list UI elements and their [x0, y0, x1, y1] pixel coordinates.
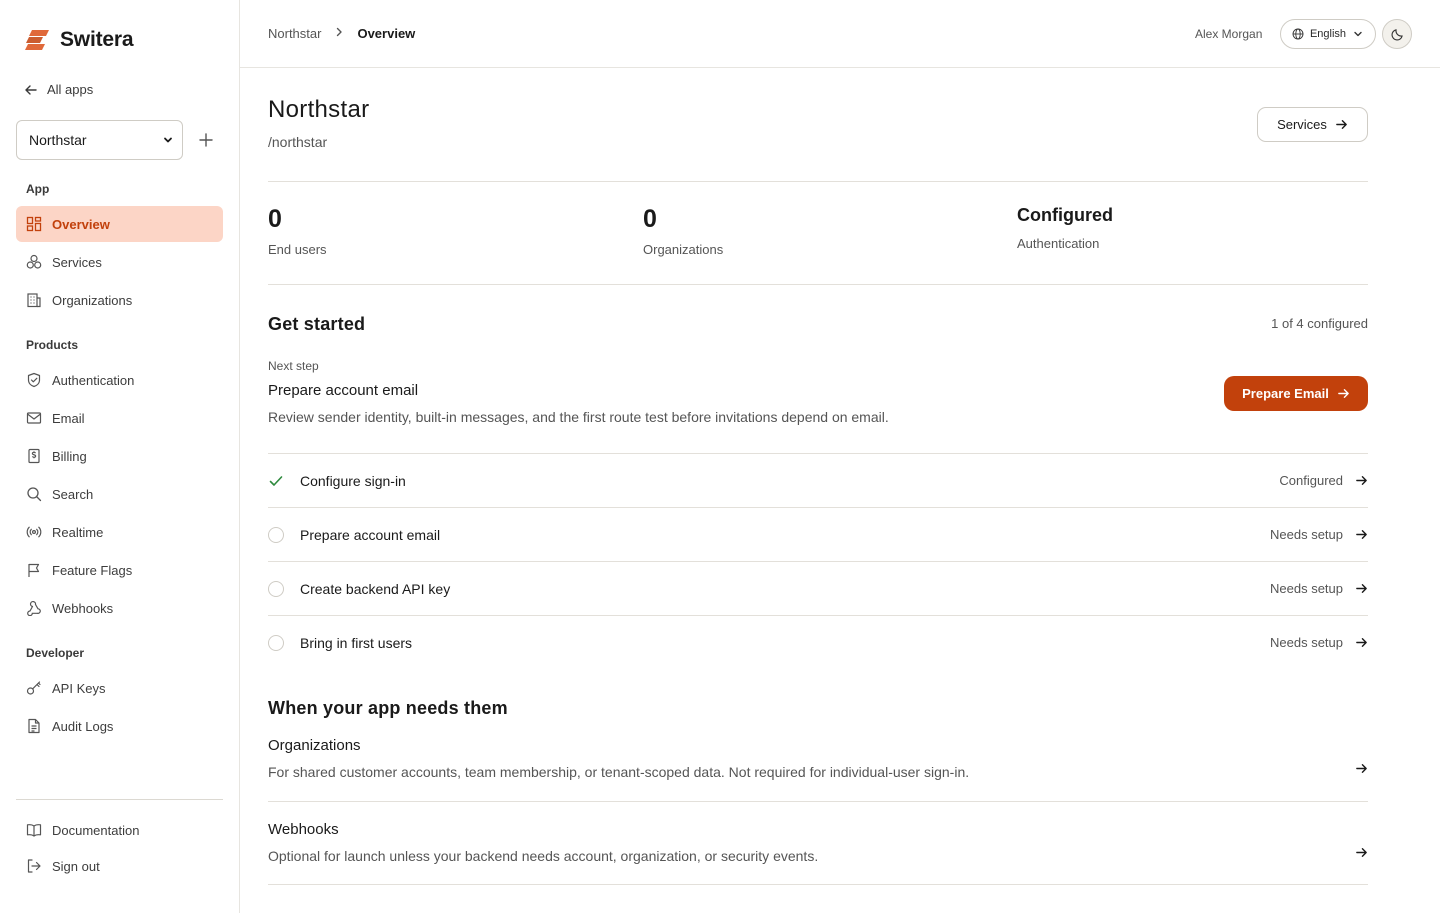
get-started-heading: Get started — [268, 314, 366, 334]
sidebar-item-services[interactable] — [16, 244, 223, 280]
divider — [268, 884, 1368, 885]
setup-step-create-backend-api-key[interactable] — [268, 561, 1368, 615]
user-name[interactable]: Alex Morgan — [1195, 27, 1263, 41]
arrow-right-icon — [1355, 474, 1368, 487]
arrow-right-icon — [1355, 636, 1368, 649]
app-select-value: Northstar — [29, 132, 87, 148]
moon-icon — [1391, 28, 1404, 41]
language-label: English — [1309, 28, 1347, 40]
flag-icon — [26, 562, 42, 578]
breadcrumb — [268, 26, 415, 41]
app-slug: /northstar — [268, 134, 328, 150]
sidebar-item-label: Organizations — [52, 292, 133, 308]
stat-label: End users — [268, 242, 327, 257]
step-status: Needs setup — [1270, 635, 1343, 650]
checkmark-icon — [268, 473, 284, 489]
documentation-link[interactable] — [16, 812, 223, 848]
stat-value: Configured — [1017, 205, 1113, 225]
arrow-right-icon — [1335, 118, 1348, 131]
stat-value: 0 — [643, 205, 657, 233]
sidebar — [0, 0, 240, 913]
sidebar-item-label: Overview — [52, 216, 110, 232]
optional-features-heading: When your app needs them — [268, 698, 508, 718]
optional-item-webhooks[interactable] — [268, 821, 1368, 885]
overview-grid-icon — [26, 216, 42, 232]
sidebar-item-label: Webhooks — [52, 600, 114, 616]
section-label-products: Products — [26, 338, 79, 352]
setup-step-configure-sign-in[interactable] — [268, 453, 1368, 507]
app-select[interactable] — [16, 120, 183, 160]
sidebar-item-label: Billing — [52, 448, 87, 464]
arrow-right-icon — [1355, 762, 1368, 775]
add-app-button[interactable] — [196, 130, 216, 150]
sidebar-item-api-keys[interactable] — [16, 670, 223, 706]
next-step-label: Next step — [268, 359, 319, 373]
prepare-email-label: Prepare Email — [1242, 386, 1329, 401]
chevron-down-icon — [162, 134, 174, 146]
sidebar-item-search[interactable] — [16, 476, 223, 512]
theme-toggle-button[interactable] — [1382, 19, 1412, 49]
sign-out-icon — [26, 858, 42, 874]
sidebar-item-feature-flags[interactable] — [16, 552, 223, 588]
step-status: Configured — [1279, 473, 1343, 488]
step-label: Prepare account email — [300, 526, 441, 543]
language-select[interactable] — [1280, 19, 1376, 49]
chevron-down-icon — [1352, 28, 1364, 40]
step-label: Create backend API key — [300, 580, 451, 597]
stat-end-users — [268, 205, 327, 257]
setup-step-prepare-account-email[interactable] — [268, 507, 1368, 561]
brand-name: Switera — [60, 28, 134, 51]
next-step-title: Prepare account email — [268, 382, 419, 399]
stat-organizations — [643, 205, 723, 257]
stat-authentication — [1017, 205, 1113, 251]
empty-circle-icon — [268, 635, 284, 651]
globe-icon — [1292, 28, 1304, 40]
sidebar-item-label: Email — [52, 410, 85, 426]
step-label: Configure sign-in — [300, 472, 406, 489]
breadcrumb-root[interactable]: Northstar — [268, 26, 322, 41]
chevron-right-icon — [333, 26, 345, 41]
setup-progress: 1 of 4 configured — [1271, 316, 1368, 331]
optional-item-title: Organizations — [268, 737, 361, 754]
arrow-right-icon — [1355, 528, 1368, 541]
sidebar-item-overview[interactable] — [16, 206, 223, 242]
next-step-description: Review sender identity, built-in messages, and the first route test before invitations depend on email. — [268, 409, 889, 425]
step-label: Bring in first users — [300, 634, 413, 651]
section-label-developer: Developer — [26, 646, 85, 660]
optional-item-title: Webhooks — [268, 821, 339, 838]
sidebar-item-realtime[interactable] — [16, 514, 223, 550]
key-icon — [26, 680, 42, 696]
services-button[interactable] — [1257, 107, 1368, 142]
sidebar-item-label: Services — [52, 254, 102, 270]
stat-label: Organizations — [643, 242, 724, 257]
sidebar-item-label: Audit Logs — [52, 718, 114, 734]
topbar — [240, 0, 1440, 68]
webhook-icon — [26, 600, 42, 616]
all-apps-link[interactable] — [24, 82, 93, 97]
sign-out-label: Sign out — [52, 858, 100, 874]
page-title: Northstar — [268, 96, 370, 123]
plus-icon — [199, 133, 213, 147]
services-icon — [26, 254, 42, 270]
optional-item-description: Optional for launch unless your backend needs account, organization, or security events. — [268, 848, 819, 864]
sidebar-item-audit-logs[interactable] — [16, 708, 223, 744]
optional-item-description: For shared customer accounts, team membership, or tenant-scoped data. Not required for individual-user sign-in. — [268, 764, 970, 780]
stat-value: 0 — [268, 205, 282, 233]
arrow-right-icon — [1355, 846, 1368, 859]
book-icon — [26, 822, 42, 838]
sidebar-item-label: Realtime — [52, 524, 104, 540]
step-status: Needs setup — [1270, 527, 1343, 542]
stat-label: Authentication — [1017, 236, 1100, 251]
sidebar-item-authentication[interactable] — [16, 362, 223, 398]
sidebar-item-label: Search — [52, 486, 94, 502]
file-text-icon — [26, 718, 42, 734]
sidebar-item-label: Feature Flags — [52, 562, 133, 578]
sidebar-item-label: API Keys — [52, 680, 106, 696]
shield-check-icon — [26, 372, 42, 388]
sidebar-item-email[interactable] — [16, 400, 223, 436]
sign-out-button[interactable] — [16, 848, 223, 884]
divider — [268, 181, 1368, 182]
receipt-dollar-icon — [26, 448, 42, 464]
brand[interactable] — [24, 28, 133, 52]
broadcast-icon — [26, 524, 42, 540]
arrow-right-icon — [1337, 387, 1350, 400]
step-status: Needs setup — [1270, 581, 1343, 596]
sidebar-divider — [16, 799, 223, 800]
section-label-app: App — [26, 182, 50, 196]
documentation-label: Documentation — [52, 822, 140, 838]
arrow-right-icon — [1355, 582, 1368, 595]
sidebar-item-billing[interactable] — [16, 438, 223, 474]
building-icon — [26, 292, 42, 308]
prepare-email-button[interactable] — [1224, 376, 1368, 411]
all-apps-label: All apps — [47, 82, 94, 97]
search-icon — [26, 486, 42, 502]
breadcrumb-current: Overview — [357, 26, 416, 41]
setup-step-bring-in-first-users[interactable] — [268, 615, 1368, 669]
sidebar-item-label: Authentication — [52, 372, 135, 388]
sidebar-item-organizations[interactable] — [16, 282, 223, 318]
divider — [268, 284, 1368, 285]
switera-logo-icon — [24, 29, 50, 51]
empty-circle-icon — [268, 581, 284, 597]
divider — [268, 801, 1368, 802]
mail-icon — [26, 410, 42, 426]
empty-circle-icon — [268, 527, 284, 543]
sidebar-item-webhooks[interactable] — [16, 590, 223, 626]
optional-item-organizations[interactable] — [268, 737, 1368, 801]
services-button-label: Services — [1277, 117, 1327, 132]
arrow-left-icon — [24, 83, 38, 97]
